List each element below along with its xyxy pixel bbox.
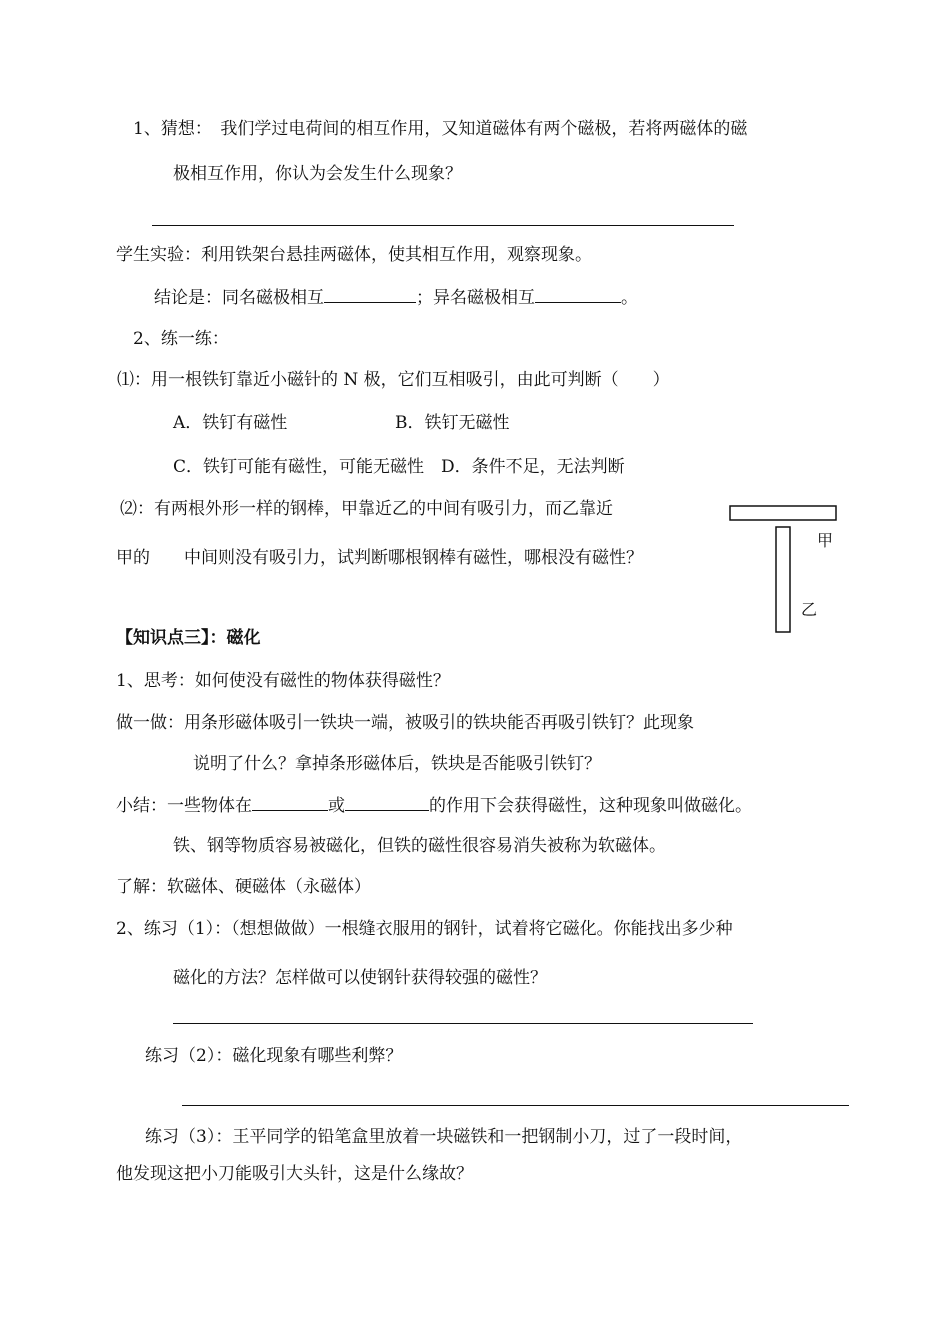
fill-blank-same-poles: [324, 286, 416, 303]
summary-text-b: 或: [328, 796, 345, 816]
practice-1-question: ⑴：用一根铁钉靠近小磁针的 N 极，它们互相吸引，由此可判断（ ）: [117, 370, 670, 390]
conclusion-line: [154, 286, 638, 309]
answer-line: [173, 1023, 753, 1024]
summary-text-c: 的作用下会获得磁性，这种现象叫做磁化。: [429, 796, 752, 816]
think-question: 1、思考：如何使没有磁性的物体获得磁性？: [116, 671, 450, 691]
exercise-2: 练习（2）：磁化现象有哪些利弊？: [145, 1046, 403, 1066]
summary-text-a: 小结：一些物体在: [116, 796, 252, 816]
try-it-line-1: 做一做：用条形磁体吸引一铁块一端，被吸引的铁块能否再吸引铁钉？此现象: [116, 713, 694, 733]
fill-blank-2: [345, 794, 429, 811]
exercise-3-line-2: 他发现这把小刀能吸引大头针，这是什么缘故？: [116, 1164, 473, 1184]
conclusion-text-b: ；异名磁极相互: [416, 288, 535, 308]
summary-line: [116, 794, 752, 817]
answer-line: [182, 1105, 849, 1106]
try-it-line-2: 说明了什么？拿掉条形磁体后，铁块是否能吸引铁钉？: [193, 754, 601, 774]
practice-2-line-1: ⑵：有两根外形一样的钢棒，甲靠近乙的中间有吸引力，而乙靠近: [120, 499, 613, 519]
bar-jia: [730, 506, 836, 520]
practice-2-line-2: 甲的 中间则没有吸引力，试判断哪根钢棒有磁性，哪根没有磁性？: [116, 548, 643, 568]
question-1-line-2: 极相互作用，你认为会发生什么现象？: [173, 164, 462, 184]
practice-1-option-a: A．铁钉有磁性: [173, 413, 288, 433]
label-jia: 甲: [817, 531, 834, 550]
practice-1-option-b: B．铁钉无磁性: [395, 413, 510, 433]
answer-line: [152, 225, 734, 226]
question-1-line-1: 1、猜想： 我们学过电荷间的相互作用，又知道磁体有两个磁极，若将两磁体的磁: [133, 119, 748, 139]
exercise-3-line-1: 练习（3）：王平同学的铅笔盒里放着一块磁铁和一把钢制小刀，过了一段时间，: [145, 1127, 743, 1147]
exercise-1-line-2: 磁化的方法？怎样做可以使钢针获得较强的磁性？: [173, 968, 547, 988]
practice-1-options-cd: C．铁钉可能有磁性，可能无磁性 D．条件不足，无法判断: [173, 457, 625, 477]
fill-blank-opposite-poles: [535, 286, 621, 303]
bar-yi: [776, 527, 790, 632]
student-experiment: 学生实验：利用铁架台悬挂两磁体，使其相互作用，观察现象。: [116, 245, 592, 265]
fill-blank-1: [252, 794, 328, 811]
summary-note: 铁、钢等物质容易被磁化，但铁的磁性很容易消失被称为软磁体。: [173, 836, 666, 856]
label-yi: 乙: [801, 600, 818, 619]
practice-heading: 2、练一练：: [133, 329, 229, 349]
conclusion-text-a: 结论是：同名磁极相互: [154, 288, 324, 308]
steel-bars-diagram: [727, 500, 847, 640]
learn-line: 了解：软磁体、硬磁体（永磁体）: [116, 877, 371, 897]
steel-bars-figure: [727, 500, 847, 640]
section-heading-magnetization: 【知识点三】：磁化: [116, 628, 261, 648]
conclusion-text-c: 。: [621, 288, 638, 308]
exercise-1-line-1: 2、练习（1）：（想想做做）一根缝衣服用的钢针，试着将它磁化。你能找出多少种: [116, 919, 733, 939]
